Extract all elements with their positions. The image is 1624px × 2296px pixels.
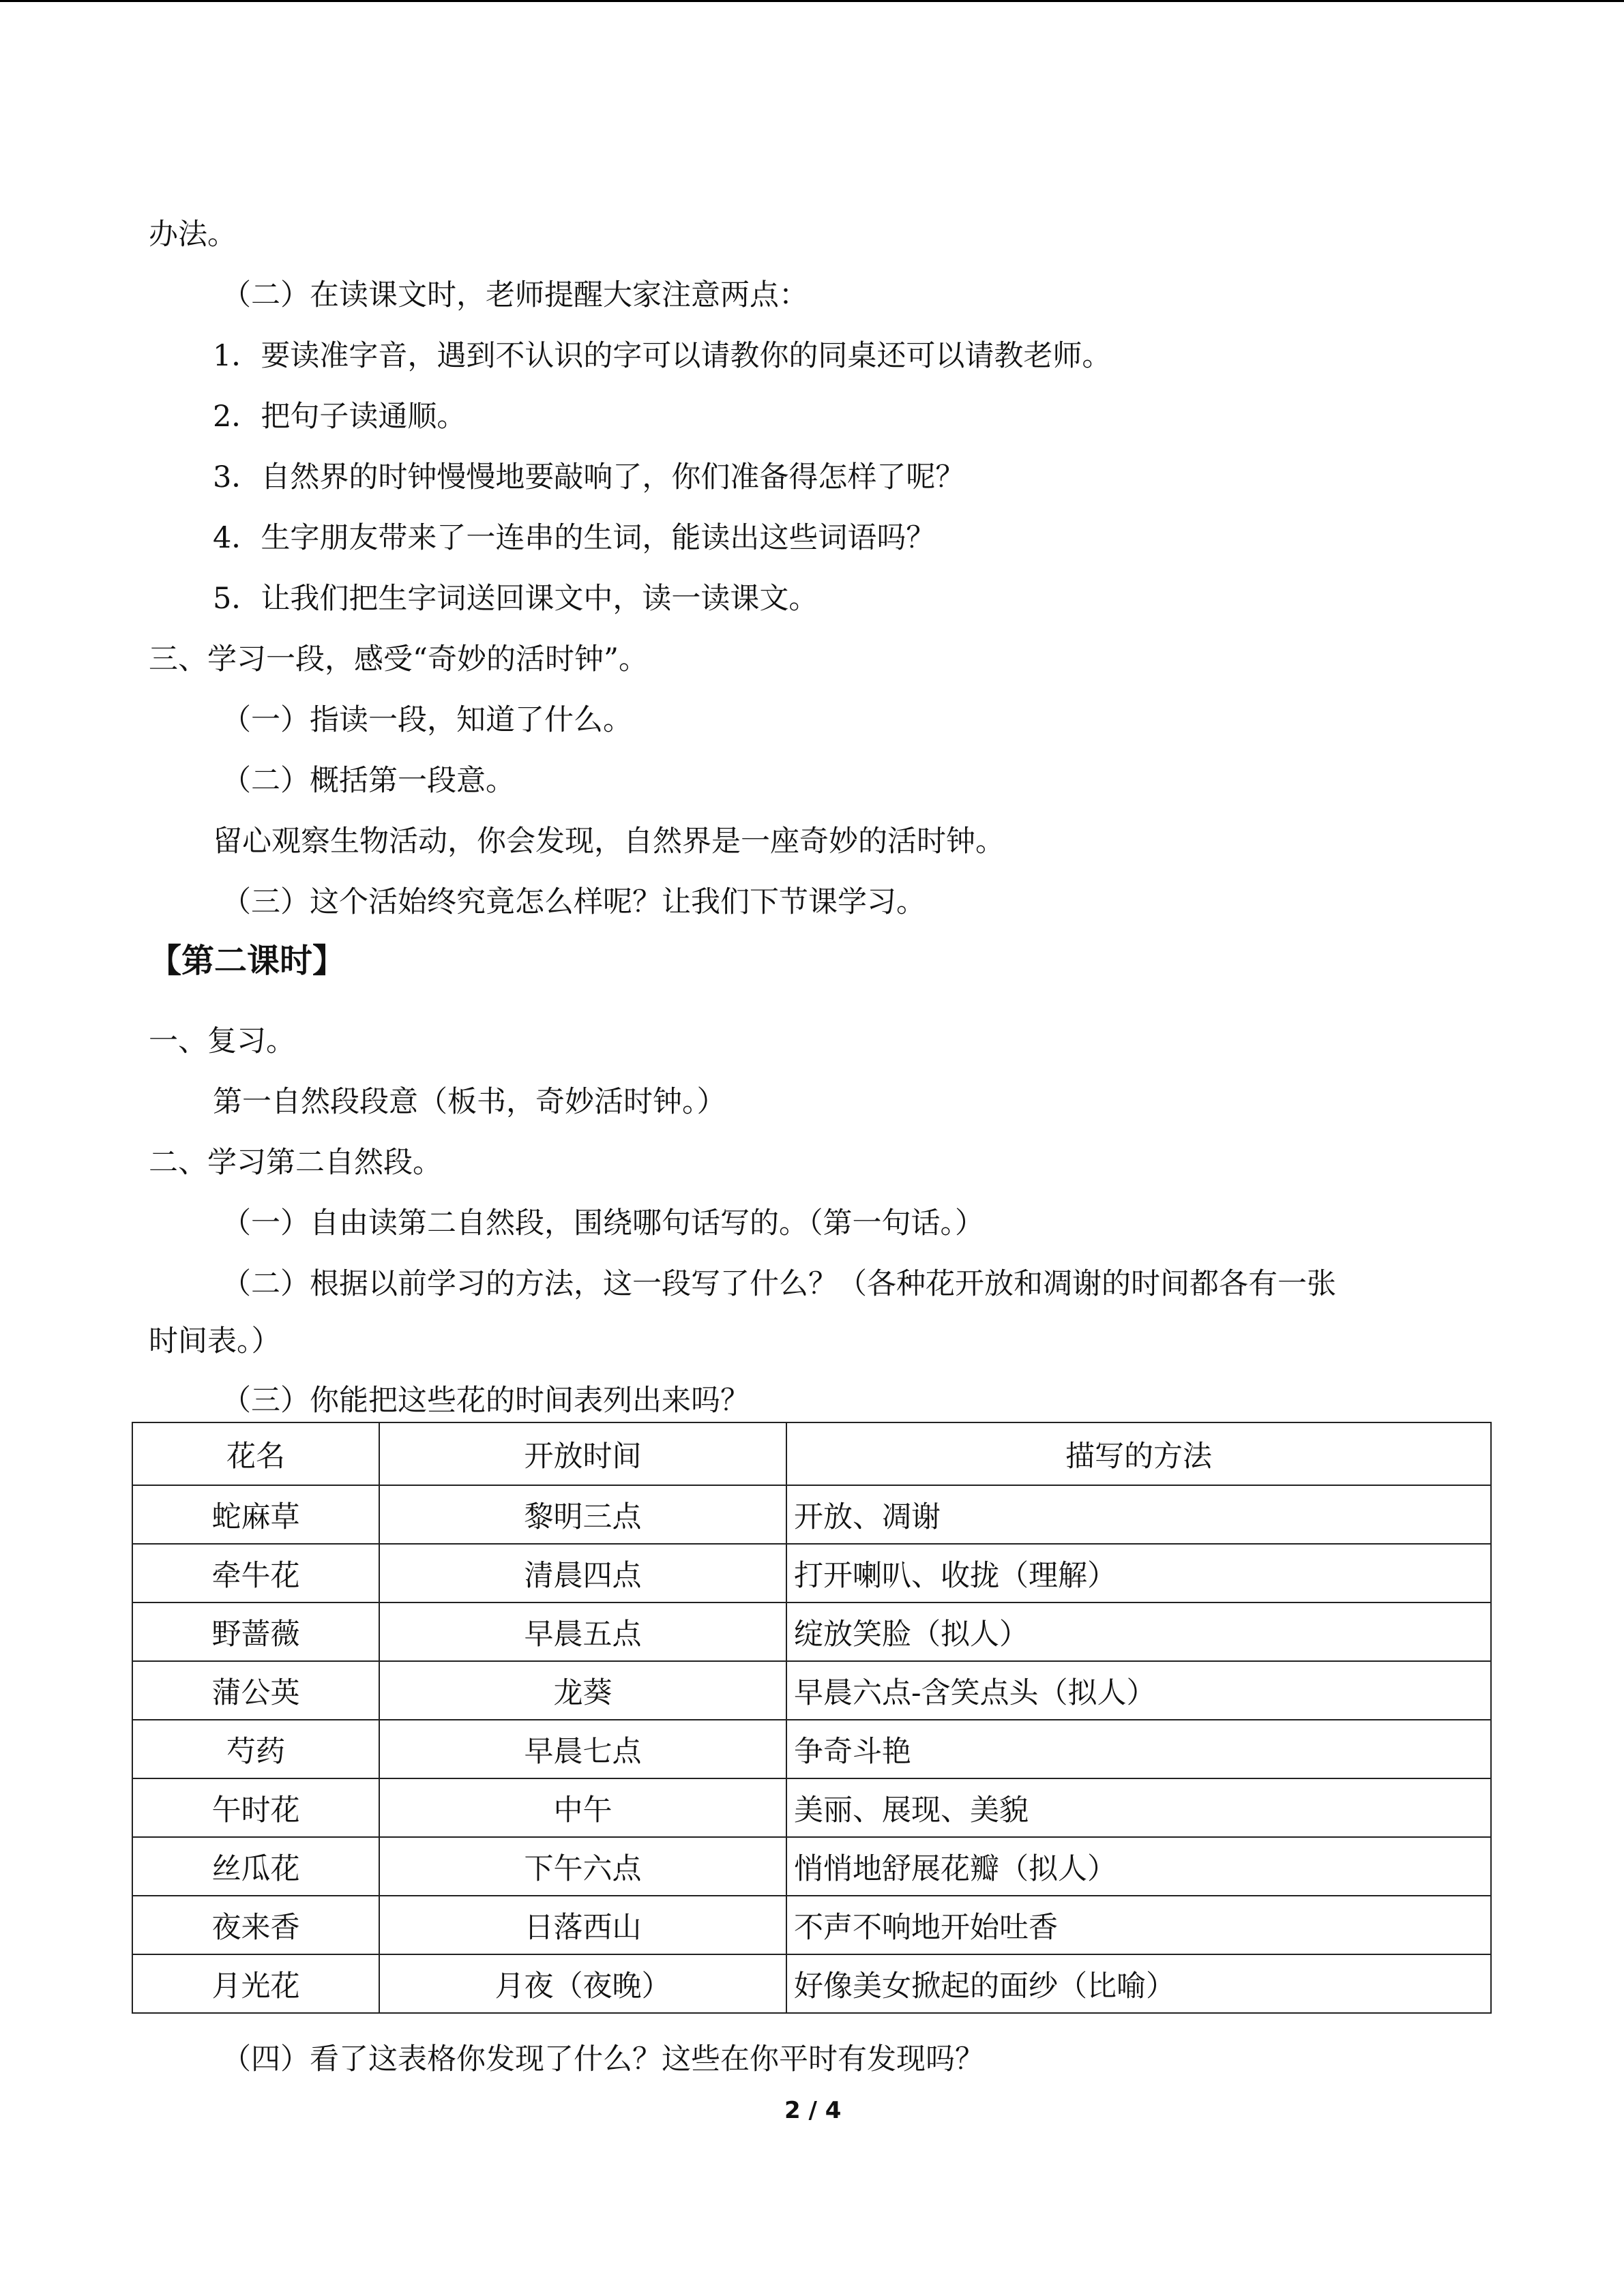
table-cell: 月夜（夜晚）: [379, 1954, 786, 2013]
paragraph-7: 第一自然段段意（板书，奇妙活时钟。）: [213, 1085, 726, 1119]
table-cell: 早晨六点-含笑点头（拟人）: [786, 1661, 1491, 1720]
table-cell: 芍药: [132, 1720, 379, 1778]
list-item-2: 2．把句子读通顺。: [213, 400, 467, 434]
paragraph-1: 办法。: [149, 218, 237, 252]
table-cell: 蛇麻草: [132, 1485, 379, 1544]
paragraph-6: （三）这个活始终究竟怎么样呢？让我们下节课学习。: [222, 885, 926, 919]
lesson-heading: 【第二课时】: [149, 942, 346, 980]
list-item-5: 5．让我们把生字词送回课文中，读一读课文。: [213, 582, 818, 616]
page-number: 2 / 4: [784, 2097, 842, 2124]
header-cell: 描写的方法: [786, 1422, 1491, 1485]
table-row: [132, 1544, 1491, 1602]
table-row: [132, 1720, 1491, 1778]
paragraph-9: （二）根据以前学习的方法，这一段写了什么？（各种花开放和凋谢的时间都各有一张: [222, 1267, 1336, 1301]
table-row: [132, 1661, 1491, 1720]
header-cell: 开放时间: [379, 1422, 786, 1485]
table-cell: 悄悄地舒展花瓣（拟人）: [786, 1837, 1491, 1896]
table-row: [132, 1837, 1491, 1896]
table-cell: 下午六点: [379, 1837, 786, 1896]
table-cell: 绽放笑脸（拟人）: [786, 1602, 1491, 1661]
table-cell: 不声不响地开始吐香: [786, 1896, 1491, 1954]
paragraph-2: （二）在读课文时，老师提醒大家注意两点：: [222, 278, 808, 312]
table-cell: 月光花: [132, 1954, 379, 2013]
list-item-1: 1．要读准字音，遇到不认识的字可以请教你的同桌还可以请教老师。: [213, 339, 1112, 373]
flower-timetable: [132, 1422, 1492, 2014]
paragraph-4: （二）概括第一段意。: [222, 764, 515, 798]
table-cell: 打开喇叭、收拢（理解）: [786, 1544, 1491, 1602]
table-cell: 早晨五点: [379, 1602, 786, 1661]
paragraph-3: （一）指读一段，知道了什么。: [222, 703, 632, 737]
table-cell: 开放、凋谢: [786, 1485, 1491, 1544]
table-cell: 清晨四点: [379, 1544, 786, 1602]
table-cell: 夜来香: [132, 1896, 379, 1954]
table-cell: 中午: [379, 1778, 786, 1837]
table-cell: 早晨七点: [379, 1720, 786, 1778]
table-cell: 蒲公英: [132, 1661, 379, 1720]
table-cell: 龙葵: [379, 1661, 786, 1720]
list-item-4: 4．生字朋友带来了一连串的生词，能读出这些词语吗？: [213, 521, 936, 555]
section-heading-3: 三、学习一段，感受“奇妙的活时钟”。: [149, 642, 648, 676]
paragraph-10: （三）你能把这些花的时间表列出来吗？: [222, 1384, 750, 1418]
table-cell: 丝瓜花: [132, 1837, 379, 1896]
table-cell: 黎明三点: [379, 1485, 786, 1544]
table-cell: 争奇斗艳: [786, 1720, 1491, 1778]
section-heading-review: 一、复习。: [149, 1024, 295, 1058]
table-row: [132, 1896, 1491, 1954]
section-heading-study: 二、学习第二自然段。: [149, 1146, 442, 1180]
table-row: [132, 1778, 1491, 1837]
table-cell: 野蔷薇: [132, 1602, 379, 1661]
table-cell: 好像美女掀起的面纱（比喻）: [786, 1954, 1491, 2013]
list-item-3: 3．自然界的时钟慢慢地要敲响了，你们准备得怎样了呢？: [213, 460, 965, 494]
paragraph-8: （一）自由读第二自然段，围绕哪句话写的。（第一句话。）: [222, 1206, 984, 1240]
header-cell: 花名: [132, 1422, 379, 1485]
table-cell: 牵牛花: [132, 1544, 379, 1602]
table-cell: 午时花: [132, 1778, 379, 1837]
table-row: [132, 1954, 1491, 2013]
table-row: [132, 1485, 1491, 1544]
paragraph-11: （四）看了这表格你发现了什么？这些在你平时有发现吗？: [222, 2042, 984, 2076]
table-cell: 日落西山: [379, 1896, 786, 1954]
paragraph-9-cont: 时间表。）: [149, 1324, 281, 1358]
paragraph-5: 留心观察生物活动，你会发现，自然界是一座奇妙的活时钟。: [213, 824, 1005, 859]
table-row: [132, 1602, 1491, 1661]
table-cell: 美丽、展现、美貌: [786, 1778, 1491, 1837]
page-top-border: [0, 0, 1624, 2]
table-header-row: [132, 1422, 1491, 1485]
